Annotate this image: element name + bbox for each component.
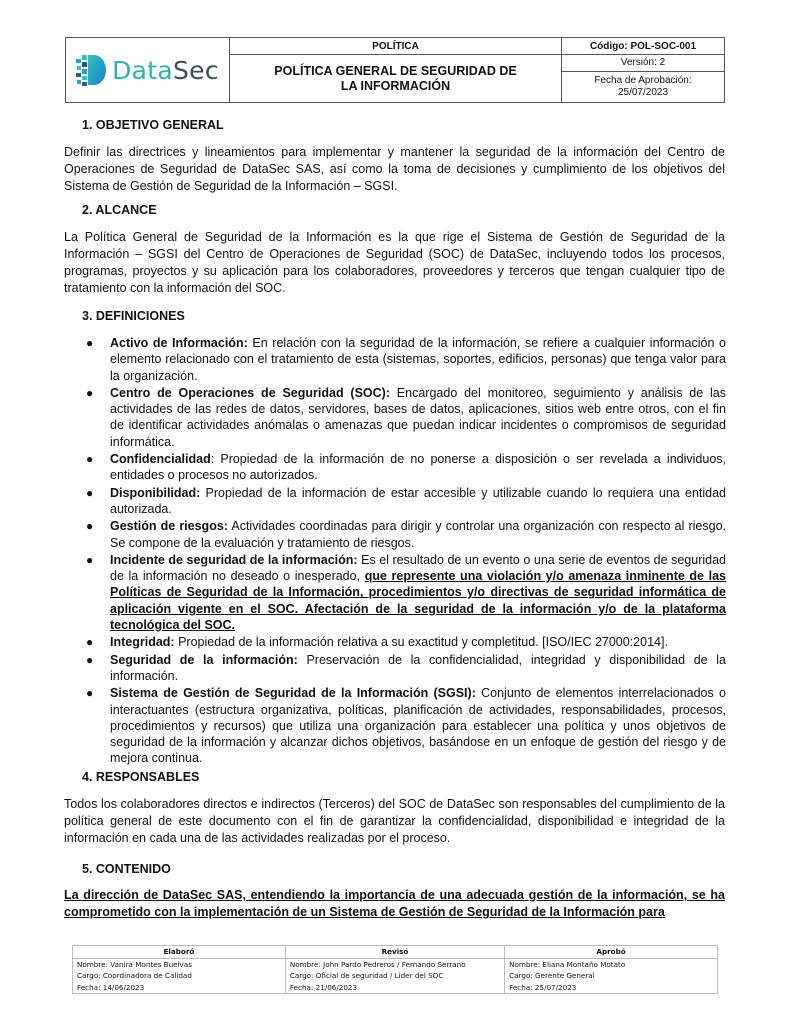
aprobo-nombre: Nombre: Eliana Montaño Motato xyxy=(505,958,718,970)
bullet-icon: ● xyxy=(86,452,94,467)
document-version: Versión: 2 xyxy=(562,55,725,71)
definition-term: Disponibilidad: xyxy=(110,485,201,500)
definition-text: En relación con la seguridad de la información, se refiere a cualquier información o elemento relacionado con el tratamiento de esta (sistemas, soportes, edificios, personas) que tenga valor para la organización. xyxy=(110,336,726,383)
definition-item xyxy=(86,385,726,450)
brand-name-part-sec: Sec xyxy=(173,55,219,85)
approval-date-cell xyxy=(562,71,725,102)
definition-text: Es el resultado de un evento o una serie de eventos de seguridad de la información no deseado o inesperado, xyxy=(110,552,726,584)
definition-item xyxy=(86,335,726,384)
signature-header-reviso: Revisó xyxy=(285,946,504,959)
definition-term: Confidencialidad xyxy=(110,452,211,467)
datasec-pixel-d-logo-icon xyxy=(76,53,106,87)
definition-text: Preservación de la confidencialidad, integridad y disponibilidad de la información. xyxy=(110,652,726,683)
approval-date-label: Fecha de Aprobación: xyxy=(594,74,692,86)
bullet-icon: ● xyxy=(86,385,94,400)
document-title xyxy=(230,55,562,103)
signature-header-elaboro: Elaboró xyxy=(73,946,286,959)
logo-cell xyxy=(66,38,230,103)
definition-item xyxy=(86,552,726,633)
definition-text: Conjunto de elementos interrelacionados o interactuantes (estructura organizativa, políticas, planificación de actividades, responsabilidades, procesos, procedimientos y recursos) que utiliza una organización para establecer una política y unos objetivos de seguridad de la información y alcanzar dichos objetivos, basándose en un enfoque de gestión del riesgo y de mejora continua. xyxy=(110,686,726,766)
definition-item xyxy=(86,485,726,518)
bullet-icon: ● xyxy=(86,652,94,667)
section-heading-alcance: 2. ALCANCE xyxy=(82,203,157,217)
definition-item xyxy=(86,652,726,685)
definition-item xyxy=(86,518,726,551)
definition-emphasis: que represente una violación y/o amenaza inminente de las Políticas de Seguridad de la Información, procedimientos y/o directivas de seguridad informática de aplicación vigente en el SOC. Afectación de la seguridad de la información y/o de la plataforma tecnológica del SOC. xyxy=(110,569,727,633)
definition-term: Integridad: xyxy=(110,635,175,650)
brand-name-part-data: Data xyxy=(112,55,173,85)
aprobo-cargo: Cargo: Gerente General xyxy=(505,970,718,982)
signature-header-aprobo: Aprobó xyxy=(505,946,718,959)
definition-term: Seguridad de la información: xyxy=(110,652,298,667)
section-heading-contenido: 5. CONTENIDO xyxy=(82,862,171,876)
section-body-contenido: La dirección de DataSec SAS, entendiendo la importancia de una adecuada gestión de la información, se ha comprometido con la implementación de un Sistema de Gestión de Seguridad de la Información para xyxy=(64,888,725,919)
definition-text: Propiedad de la información relativa a su exactitud y completitud. [ISO/IEC 27000:2014]. xyxy=(174,635,668,650)
bullet-icon: ● xyxy=(86,552,94,567)
definitions-list xyxy=(86,335,726,768)
section-body-objetivo: Definir las directrices y lineamientos para implementar y mantener la seguridad de la información del Centro de Operaciones de Seguridad de DataSec SAS, así como la toma de decisiones y cumplimiento de los objetivos del Sistema de Gestión de Seguridad de la Información – SGSI. xyxy=(64,145,725,193)
section-heading-objetivo: 1. OBJETIVO GENERAL xyxy=(82,118,224,132)
definition-text: Encargado del monitoreo, seguimiento y análisis de las actividades de las redes de datos, servidores, bases de datos, aplicaciones, sitios web entre otros, con el fin de identificar actividades anómalas o amenazas que puedan indicar incidentes o compromisos de seguridad informática. xyxy=(110,385,726,449)
definition-term: Sistema de Gestión de Seguridad de la Información (SGSI): xyxy=(110,686,476,701)
definition-text: : Propiedad de la información de no ponerse a disposición o ser revelada a individuos, entidades o procesos no autorizados. xyxy=(110,452,726,483)
definition-term: Centro de Operaciones de Seguridad (SOC): xyxy=(110,385,390,400)
bullet-icon: ● xyxy=(86,635,94,650)
bullet-icon: ● xyxy=(86,686,94,701)
document-header-table xyxy=(65,37,725,103)
reviso-cargo: Cargo: Oficial de seguridad / Lider del SOC xyxy=(285,970,504,982)
section-heading-responsables: 4. RESPONSABLES xyxy=(82,770,200,784)
signature-table xyxy=(72,945,718,994)
reviso-nombre: Nombre: John Pardo Pedreros / Fernando Serrano xyxy=(285,958,504,970)
definition-term: Incidente de seguridad de la información: xyxy=(110,552,358,567)
document-title-text: POLÍTICA GENERAL DE SEGURIDAD DE LA INFORMACIÓN xyxy=(274,63,517,93)
datasec-logo xyxy=(66,53,229,87)
document-type: POLÍTICA xyxy=(230,38,562,55)
elaboro-nombre: Nombre: Vanira Montes Buelvas xyxy=(73,958,286,970)
definition-item xyxy=(86,634,726,650)
definition-term: Activo de Información: xyxy=(110,336,248,350)
aprobo-fecha: Fecha: 25/07/2023 xyxy=(505,982,718,994)
section-heading-definiciones: 3. DEFINICIONES xyxy=(82,309,185,323)
reviso-fecha: Fecha: 21/06/2023 xyxy=(285,982,504,994)
elaboro-fecha: Fecha: 14/06/2023 xyxy=(73,982,286,994)
elaboro-cargo: Cargo: Coordinadora de Calidad xyxy=(73,970,286,982)
bullet-icon: ● xyxy=(86,519,94,534)
bullet-icon: ● xyxy=(86,336,94,350)
brand-name xyxy=(112,56,219,85)
definition-term: Gestión de riesgos: xyxy=(110,519,228,534)
section-body-responsables: Todos los colaboradores directos e indirectos (Terceros) del SOC de DataSec son responsables del cumplimiento de la política general de este documento con el fin de garantizar la confidencialidad, disponibilidad e integridad de la información en cada una de las actividades realizadas por el proceso. xyxy=(64,797,725,845)
approval-date-value: 25/07/2023 xyxy=(617,86,669,98)
section-body-alcance: La Política General de Seguridad de la Información es la que rige el Sistema de Gestión de Seguridad de la Información – SGSI del Centro de Operaciones de Seguridad (SOC) de DataSec, incluyendo todos los procesos, programas, proyectos y su aplicación para los colaboradores, proveedores y terceros que tengan cualquier tipo de tratamiento con la información del SOC. xyxy=(64,230,725,295)
definition-text: Propiedad de la información de estar accesible y utilizable cuando lo requiera una entidad autorizada. xyxy=(110,485,726,516)
definition-text: Actividades coordinadas para dirigir y controlar una organización con respecto al riesgo. Se compone de la evaluación y tratamiento de riesgos. xyxy=(110,519,726,550)
definition-item xyxy=(86,451,726,484)
bullet-icon: ● xyxy=(86,485,94,500)
definition-item xyxy=(86,685,726,766)
document-code: Código: POL-SOC-001 xyxy=(562,38,725,55)
